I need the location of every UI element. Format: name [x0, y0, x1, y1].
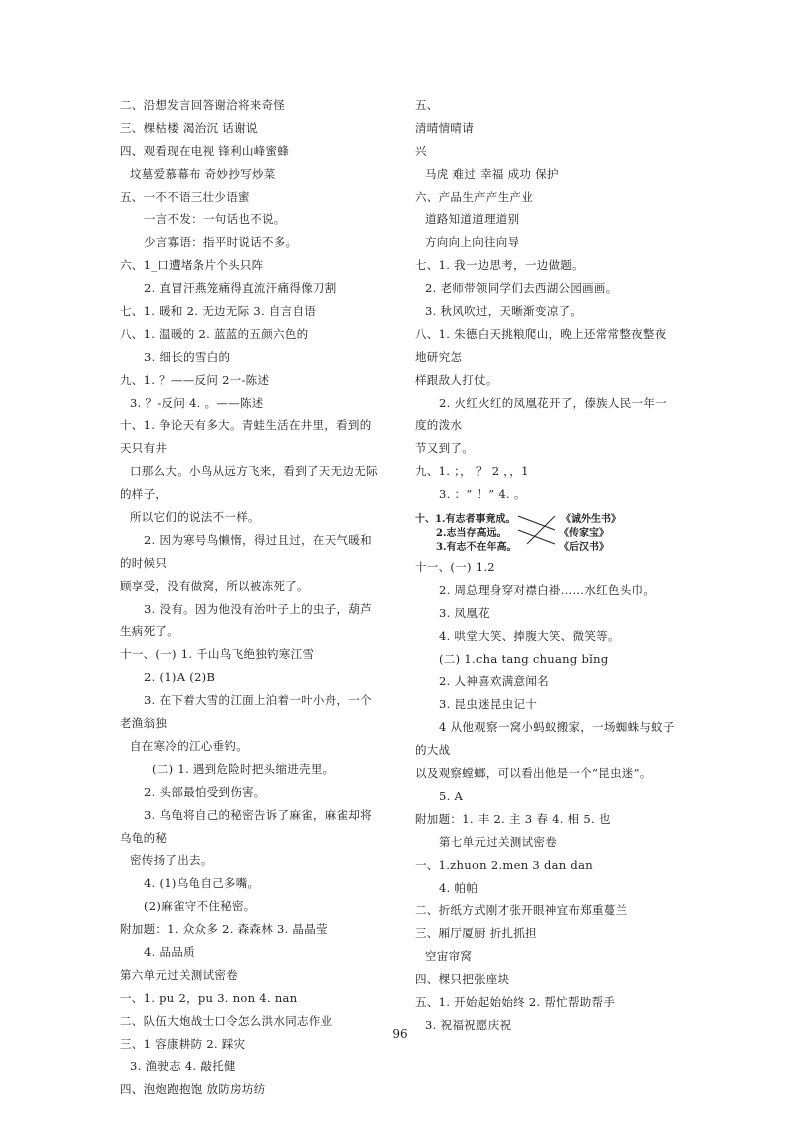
answer-line: 以及观察螳螂，可以看出他是一个“昆虫迷”。: [415, 766, 652, 781]
answer-line: (2)麻雀守不住秘密。: [144, 899, 256, 914]
answer-line: 的样子，: [120, 487, 168, 502]
answer-line: 附加题：1. 丰 2. 主 3 春 4. 相 5. 也: [415, 811, 611, 826]
answer-line: 八、1. 朱德白天挑粮爬山，晚上还常常整夜整夜: [415, 326, 667, 341]
answer-line: 六、1_口遭堵条片个头只阵: [120, 258, 264, 273]
answer-line: 二、沿想发言回答谢洽将来奇怪: [120, 98, 286, 112]
answer-line: 密传扬了出去。: [130, 853, 213, 868]
match-line-3: [527, 516, 555, 544]
answer-line: 乌龟的秘: [120, 830, 168, 845]
answer-line: 度的泼水: [415, 418, 463, 433]
answer-line: 七、1. 暖和 2. 无边无际 3. 自言自语: [120, 304, 317, 319]
answer-line: 方向向上向往向导: [425, 235, 520, 250]
answer-line: 八、1. 温暖的 2. 蓝蓝的五颜六色的: [120, 326, 309, 341]
answer-line: 七、1. 我一边思考，一边做题。: [415, 258, 584, 273]
answer-line: 2. 人神喜欢满意闻名: [439, 674, 549, 689]
answer-line: 节又到了。: [415, 441, 474, 456]
answer-line: 3. 昆虫迷昆虫记十: [439, 697, 538, 712]
match-left-item: 2.志当存高远。: [436, 528, 507, 540]
answer-line: 四、棵只把张座块: [415, 972, 510, 987]
match-line-1: [518, 516, 555, 530]
answer-line: 老渔翁独: [120, 716, 168, 731]
answer-line: 第七单元过关测试密卷: [439, 834, 557, 849]
answer-line: 2. (1)A (2)B: [144, 670, 216, 685]
answer-line: 附加题：1. 众众多 2. 森森林 3. 晶晶莹: [120, 922, 328, 937]
answer-line: 五、1. 开始起始始终 2. 帮忙帮助帮手: [415, 994, 616, 1009]
answer-line: 口那么大。小鸟从远方飞来，看到了天无边无际: [130, 464, 378, 479]
answer-line: 清晴情晴请: [415, 120, 474, 135]
answer-line: 3. 秋风吹过，天晰渐变凉了。: [425, 304, 583, 319]
answer-line: 的时候只: [120, 555, 168, 570]
answer-line: 3. 乌龟将自己的秘密告诉了麻雀，麻雀却将: [144, 807, 372, 822]
answer-line: 生病死了。: [120, 624, 179, 639]
match-right-item: 《后汉书》: [559, 542, 609, 554]
answer-line: 所以它们的说法不一样。: [130, 510, 260, 525]
answer-line: 五、一不不语三壮少语蜜: [120, 189, 250, 204]
match-line-2: [518, 530, 555, 544]
answer-line: 5. A: [439, 788, 464, 803]
answer-line: 马虎 难过 幸福 成功 保护: [425, 166, 559, 181]
match-connector-lines: [415, 508, 685, 552]
answer-line: 地研究怎: [415, 349, 463, 364]
answer-line: 2. 老师带领同学们去西湖公园画画。: [425, 281, 618, 296]
answer-line: 3. 没有。因为他没有治叶子上的虫子，葫芦: [144, 601, 372, 616]
answer-line: 十一、(一) 1. 千山鸟飞绝独钓寒江雪: [120, 647, 315, 662]
answer-line: 少言寡语：指平时说话不多。: [144, 235, 298, 250]
matching-exercise: [415, 508, 685, 552]
answer-line: 一、1.zhuon 2.men 3 dan dan: [415, 857, 593, 872]
answer-line: 二、折纸方式刚才张开眼神宜布郑重蔓兰: [415, 903, 628, 918]
answer-line: 4. 哄堂大笑、捧腹大笑、微笑等。: [439, 628, 620, 643]
answer-line: 四、泡炮跑抱饱 放防房坊纺: [120, 1082, 266, 1097]
answer-line: 顾享受，没有做窝，所以被冻死了。: [120, 578, 309, 593]
answer-line: 2. 因为寒号鸟懒惰，得过且过，在天气暖和: [144, 532, 372, 547]
answer-line: 九、1. ？——反问 2一-陈述: [120, 372, 270, 387]
answer-line: 2. 头部最怕受到伤害。: [144, 784, 266, 799]
match-left-item: 十、1.有志者事竟成。: [415, 514, 516, 526]
answer-line: 2. 直冒汗燕笼痛得直流汗痛得像刀割: [144, 281, 337, 296]
answer-line: 空宙帘窝: [425, 949, 473, 964]
answer-line: 三、棵枯楼 渴治沉 话谢说: [120, 120, 258, 135]
answer-line: 3. 在下着大雪的江面上泊着一叶小舟，一个: [144, 693, 372, 708]
left-column: [120, 94, 392, 1101]
answer-line: 五、: [415, 98, 439, 112]
answer-line: 3. 凤凰花: [439, 605, 490, 620]
answer-line: 3. 细长的雪白的: [144, 349, 231, 364]
answer-line: 三、厢厅厦厨 折扎抓担: [415, 926, 537, 941]
answer-line: 四、观看现在电视 锋利山峰蜜蜂: [120, 143, 290, 158]
answer-line: 3. ？-反问 4. 。——陈述: [130, 395, 264, 410]
answer-line: (二) 1. 遇到危险时把头缩进壳里。: [152, 761, 335, 776]
answer-line: 十一、(一) 1.2: [415, 560, 495, 575]
answer-line: 3. ：“ ！” 4. 。: [439, 487, 526, 502]
answer-line: 4 从他观察一窝小蚂蚁搬家，一场蜘蛛与蚊子: [439, 720, 675, 735]
answer-line: 2. 周总理身穿对襟白褂……水红色头巾。: [439, 582, 656, 597]
answer-line: 4. 品品质: [144, 944, 195, 959]
answer-line: 4. (1)乌龟自己多嘴。: [144, 876, 260, 891]
right-top-section: [415, 94, 685, 506]
answer-line: 3. 渔驶志 4. 敲托健: [130, 1059, 236, 1074]
answer-line: 兴: [415, 143, 427, 158]
answer-line: 六、产品生产产生产业: [415, 189, 533, 204]
answer-line: (二) 1.cha tang chuang bǐng: [439, 651, 609, 666]
answer-line: 样跟敌人打仗。: [415, 372, 498, 387]
answer-line: 天只有井: [120, 441, 168, 456]
answer-line: 二、队伍大炮战士口令怎么洪水同志作业: [120, 1013, 333, 1028]
answer-line: 三、1 容康耕防 2. 踩灾: [120, 1036, 246, 1051]
match-right-item: 《诚外生书》: [561, 514, 621, 526]
match-right-item: 《传家宝》: [559, 528, 609, 540]
answer-line: 2. 火红火红的凤凰花开了，傣族人民一年一: [439, 395, 667, 410]
right-bottom-section: [415, 556, 685, 1037]
answer-line: 3. 祝福祝愿庆祝: [425, 1017, 512, 1032]
match-left-item: 3.有志不在年高。: [436, 542, 517, 554]
answer-line: 九、1. ；， ？ 2 ，，1: [415, 464, 529, 479]
page-number: 96: [392, 1027, 408, 1041]
answer-line: 一言不发：一句话也不说。: [144, 212, 286, 227]
answer-line: 的大战: [415, 743, 451, 758]
answer-line: 坟墓爱慕幕布 奇妙抄写炒菜: [130, 166, 276, 181]
answer-line: 十、1. 争论天有多大。青蛙生活在井里，看到的: [120, 418, 372, 433]
answer-line: 4. 帕帕: [439, 880, 479, 895]
answer-line: 道路知道道理道别: [425, 212, 520, 227]
right-column: [415, 94, 685, 1037]
answer-line: 一、1. pu 2，pu 3. non 4. nan: [120, 990, 298, 1005]
answer-line: 自在寒冷的江心垂钓。: [130, 738, 248, 753]
answer-line: 第六单元过关测试密卷: [120, 967, 238, 982]
